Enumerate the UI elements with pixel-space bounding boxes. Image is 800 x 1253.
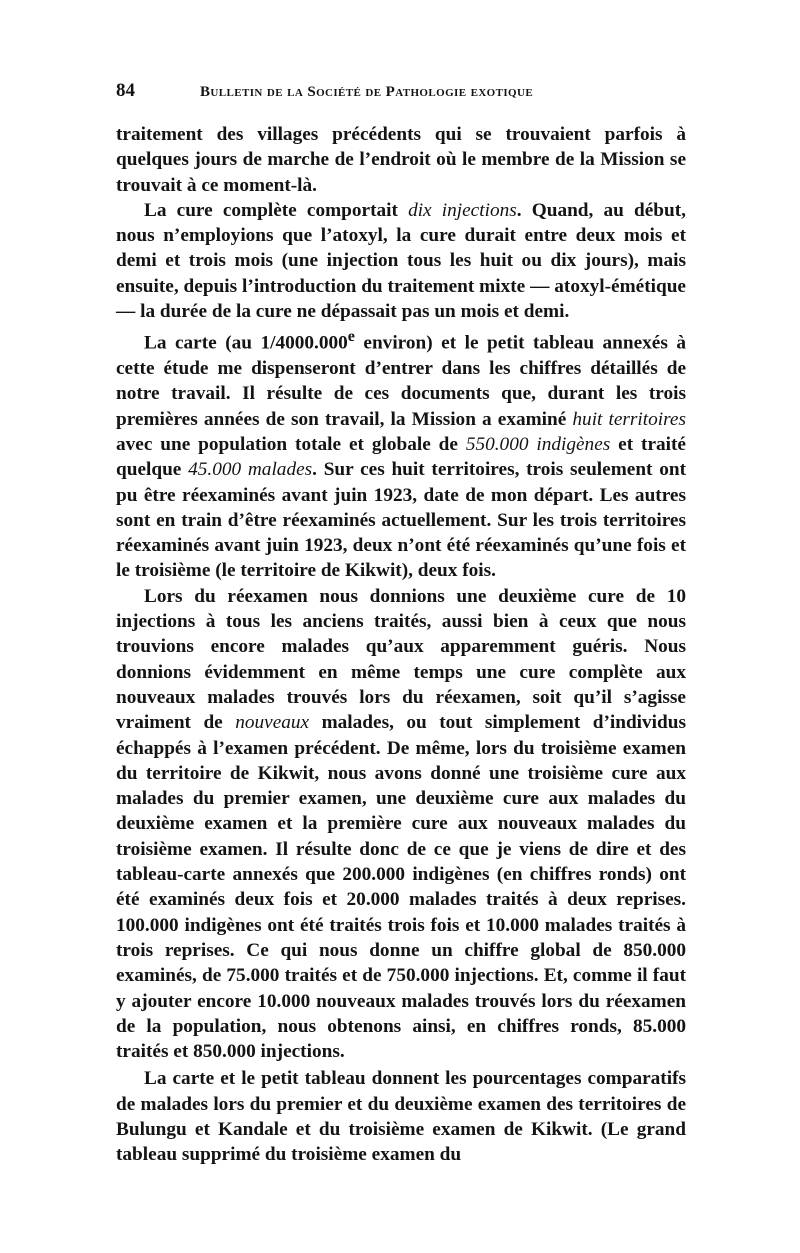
superscript-e: e bbox=[347, 328, 355, 346]
paragraph-3-text-4: et traité quelque bbox=[116, 433, 686, 481]
paragraph-1 bbox=[116, 122, 686, 198]
paragraph-2 bbox=[116, 198, 686, 324]
emphasis-indigenes: 550.000 indigènes bbox=[465, 433, 611, 455]
emphasis-malades: 45.000 malades bbox=[188, 459, 313, 481]
running-title: Bulletin de la Société de Pathologie exotique bbox=[200, 84, 534, 100]
paragraph-5 bbox=[116, 1066, 686, 1167]
paragraph-2-text-after: . Quand, au début, nous n’employions que l’atoxyl, la cure durait entre deux mois et demi et trois mois (une injection tous les huit ou dix jours), mais ensuite, depuis l’introduction du traitement mixte — atoxyl-émétique — la durée de la cure ne dépassait pas un mois et demi. bbox=[116, 199, 686, 323]
paragraph-1-text: traitement des villages précédents qui se trouvaient parfois à quelques jours de marche de l’endroit où le membre de la Mission se trouvait à ce moment-là. bbox=[116, 124, 686, 196]
paragraph-3-text-5: . Sur ces huit territoires, trois seulement ont pu être réexaminés avant juin 1923, date de mon départ. Les autres sont en train d’être réexaminés actuellement. Sur les trois territoires réexaminés avant juin 1923, deux n’ont été réexaminés qu’une fois et le troisième (le territoire de Kikwit), deux fois. bbox=[116, 459, 686, 582]
emphasis-huit-territoires: huit territoires bbox=[572, 408, 686, 430]
emphasis-nouveaux: nouveaux bbox=[235, 712, 310, 734]
emphasis-dix-injections: dix injections bbox=[408, 199, 517, 221]
paragraph-5-text: La carte et le petit tableau donnent les pourcentages comparatifs de malades lors du premier et du deuxième examen des territoires de Bulungu et Kandale et du troisième examen de Kikwit. (Le grand tableau supprimé du troisième examen du bbox=[116, 1068, 686, 1166]
paragraph-4 bbox=[116, 584, 686, 1065]
paragraph-4-text-1: Lors du réexamen nous donnions une deuxième cure de 10 injections à tous les anciens traités, aussi bien à ceux que nous trouvions encore malades qu’aux apparemment guéris. Nous donnions évidemment en même temps une cure complète aux nouveaux malades trouvés lors du réexamen, soit qu’il s’agisse vraiment de bbox=[116, 585, 686, 734]
paragraph-2-text-before: La cure complète comportait bbox=[144, 199, 409, 221]
paragraph-3-text-1: La carte (au 1/4000.000 bbox=[144, 332, 348, 354]
body-text bbox=[116, 122, 686, 1168]
paragraph-3 bbox=[116, 324, 686, 583]
page-number: 84 bbox=[116, 80, 135, 101]
paragraph-3-text-3: avec une population totale et globale de bbox=[116, 433, 466, 455]
paragraph-3-text-2: environ) et le petit tableau annexés à cette étude me dispenseront d’entrer dans les chiffres détaillés de notre travail. Il résulte de ces documents que, durant les trois premières années de son travail, la Mission a examiné bbox=[116, 332, 686, 430]
paragraph-4-text-2: malades, ou tout simplement d’individus échappés à l’examen précédent. De même, lors du troisième examen du territoire de Kikwit, nous avons donné une troisième cure aux malades du premier examen, une deuxième cure aux malades du deuxième examen et la première cure aux nouveaux malades du troisième examen. Il résulte donc de ce que je viens de dire et des tableau-carte annexés que 200.000 indigènes (en chiffres ronds) ont été examinés deux fois et 20.000 malades traités à deux reprises. 100.000 indigènes ont été traités trois fois et 10.000 malades traités à trois reprises. Ce qui nous donne un chiffre global de 850.000 examinés, de 75.000 traités et de 750.000 injections. Et, comme il faut y ajouter encore 10.000 nouveaux malades trouvés lors du réexamen de la population, nous obtenons ainsi, en chiffres ronds, 85.000 traités et 850.000 injections. bbox=[116, 712, 686, 1063]
